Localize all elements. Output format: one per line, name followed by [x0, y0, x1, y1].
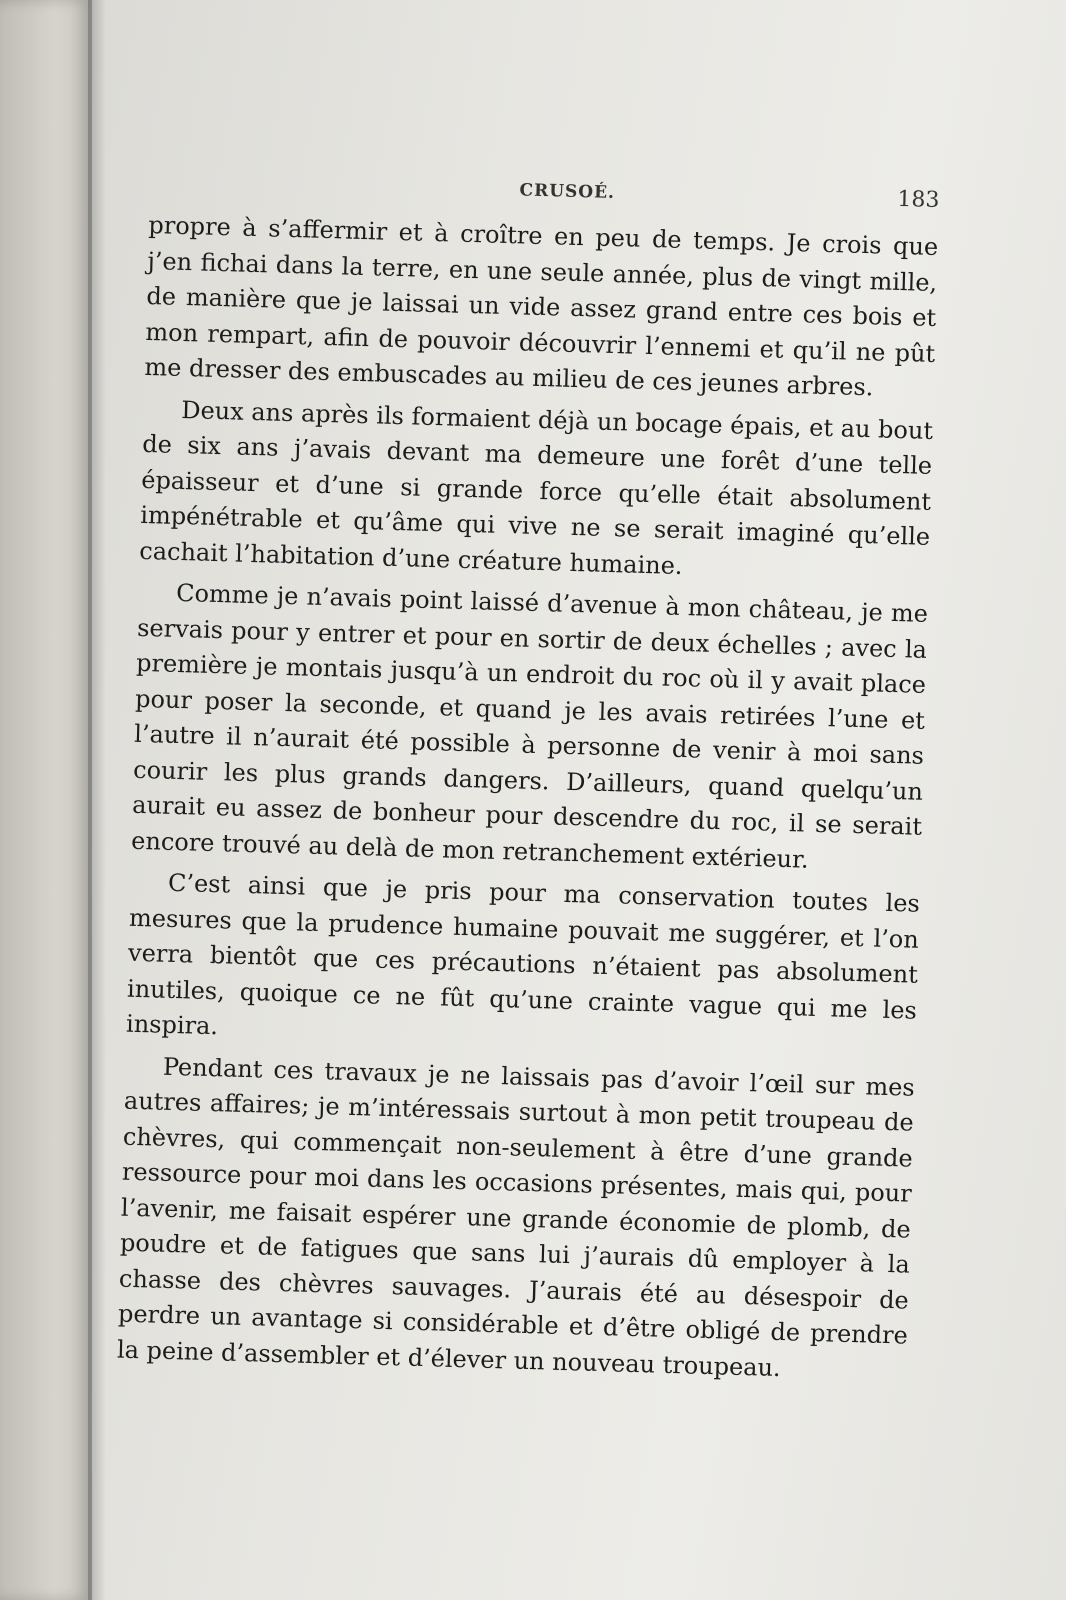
left-page-edge [0, 0, 92, 1600]
paragraph: Deux ans après ils formaient déjà un bocage épais, et au bout de six ans j’avais devant ma demeure une forêt d’une telle épaisseur et d’une si grande force qu’elle était absolument impénétrable et qu’âme qui vive ne se serait imaginé qu’elle cachait l’habitation d’une créature humaine. [138, 395, 934, 580]
book-gutter-shadow [88, 0, 106, 1600]
body-text [117, 208, 939, 1390]
book-page [116, 170, 939, 1396]
running-title: CRUSOÉ. [519, 180, 616, 203]
paragraph: C’est ainsi que je pris pour ma conservation toutes les mesures que la prudence humaine pouvait me suggérer, et l’on verra bientôt que ces précautions n’étaient pas absolument inutiles, quoique ce ne fût qu’une crainte vague qui me les inspira. [125, 868, 921, 1041]
paragraph: propre à s’affermir et à croître en peu de temps. Je crois que j’en fichai dans la terre, en une seule année, plus de vingt mille, de manière que je laissai un vide assez grand entre ces bois et mon rempart, afin de pouvoir découvrir l’ennemi et qu’il ne pût me dresser des embuscades au milieu de ces jeunes arbres. [144, 210, 939, 402]
paragraph: Pendant ces travaux je ne laissais pas d’avoir l’œil sur mes autres affaires; je m’intéressais surtout à mon petit troupeau de chèvres, qui commençait non-seulement à être d’une grande ressource pour moi dans les occasions présentes, mais qui, pour l’avenir, me faisait espérer une grande économie de plomb, de poudre et de fatigues que sans lui j’aurais dû employer à la chasse des chèvres sauvages. J’aurais été au désespoir de perdre un avantage si considérable et d’être obligé de prendre la peine d’assembler et d’élever un nouveau troupeau. [116, 1052, 916, 1382]
paragraph: Comme je n’avais point laissé d’avenue à mon château, je me servais pour y entrer et pour en sortir de deux échelles ; avec la première je montais jusqu’à un endroit du roc où il y avait place pour poser la seconde, et quand je les avais retirées l’une et l’autre il n’aurait été possible à personne de venir à moi sans courir les plus grands dangers. D’ailleurs, quand quelqu’un aurait eu assez de bonheur pour descendre du roc, il se serait encore trouvé au delà de mon retranchement extérieur. [130, 578, 929, 874]
page-number: 183 [897, 186, 940, 214]
